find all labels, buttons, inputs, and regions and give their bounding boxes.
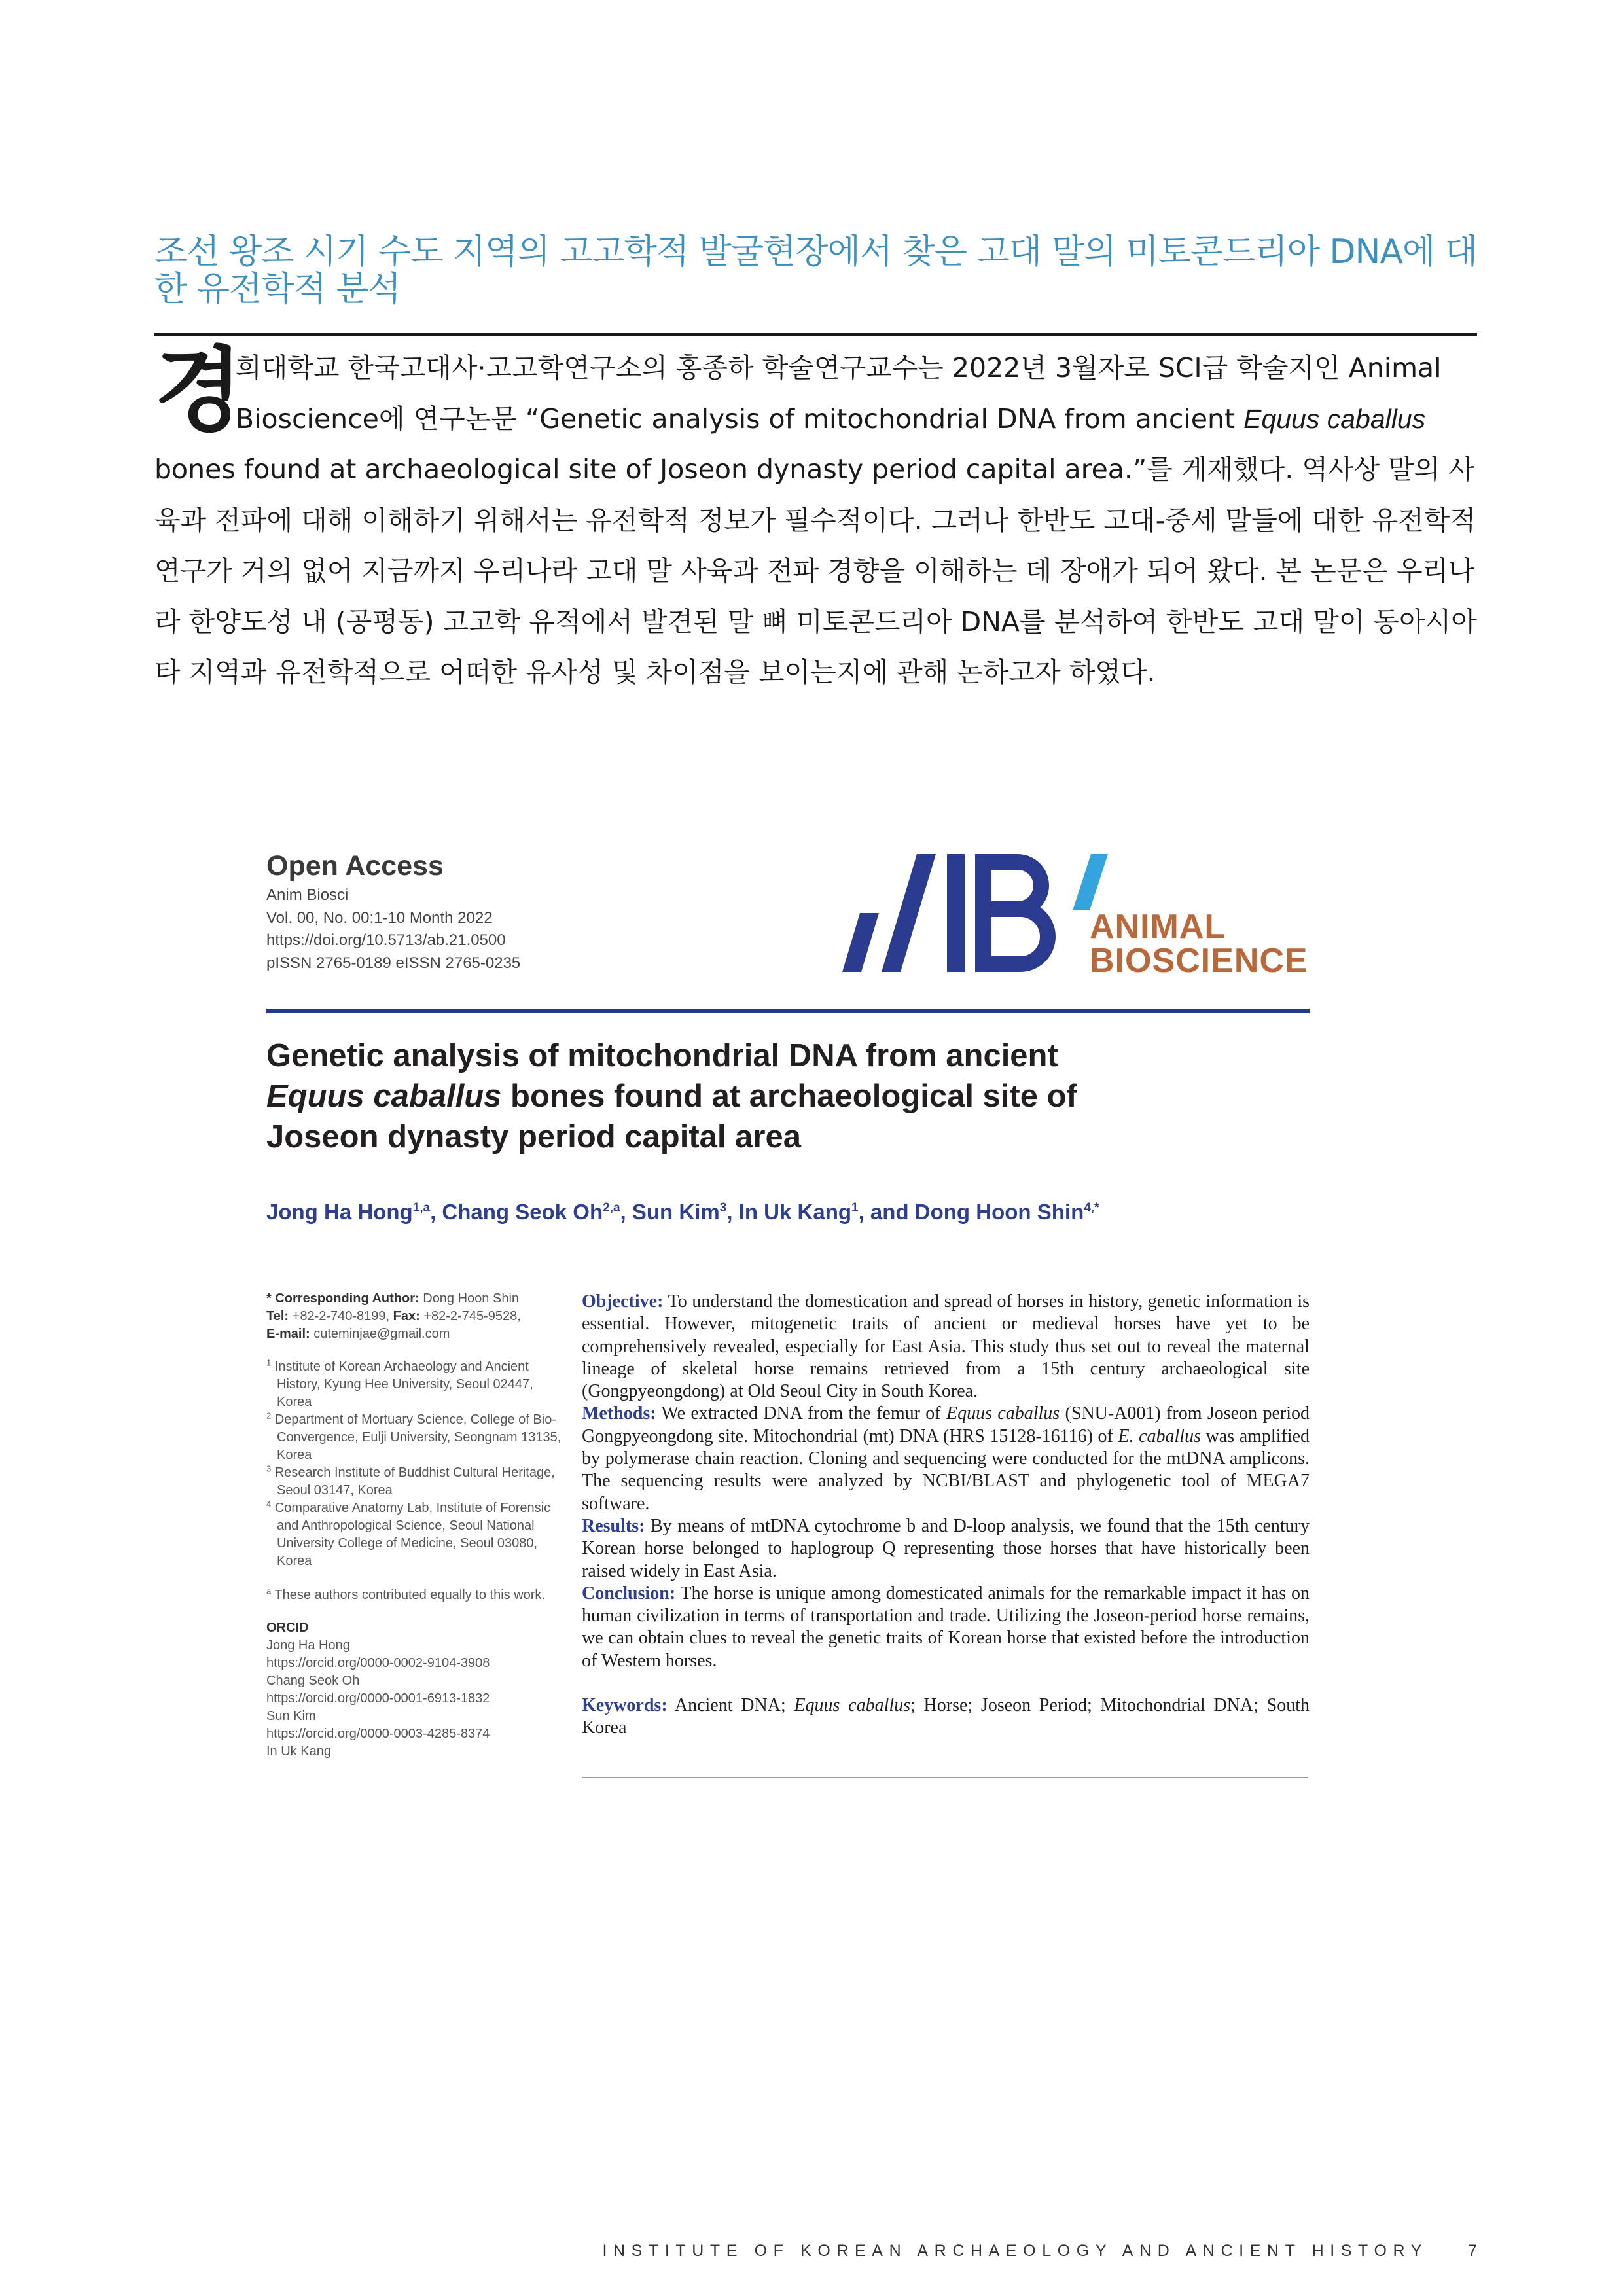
abstract-species: Equus caballus bbox=[946, 1403, 1060, 1424]
body-text-rest: bones found at archaeological site of Joseon dynasty period capital area.”를 게재했다. 역사상 말의 사육과 전파에 대해 이해하기 위해서는 유전학적 정보가 필수적이다. 그러나 한반도 고대-중세 말들에 대한 유전학적 연구가 거의 없어 지금까지 우리나라 고대 말 사육과 전파 경향을 이해하는 데 장애가 되어 왔다. 본 논문은 우리나라 한양도성 내 (공평동) 고고학 유적에서 발견된 말 뼈 미토콘드리아 DNA를 분석하여 한반도 고대 말이 동아시아 타 지역과 유전학적으로 어떠한 유사성 및 차이점을 보이는지에 관해 논하고자 하였다. bbox=[154, 454, 1477, 688]
spacer bbox=[266, 1604, 567, 1619]
abstract-text: We extracted DNA from the femur of bbox=[656, 1403, 946, 1424]
author-name: Jong Ha Hong bbox=[266, 1200, 413, 1224]
journal-meta bbox=[266, 884, 520, 975]
paper-header-rule bbox=[266, 1009, 1310, 1013]
orcid-name: Jong Ha Hong bbox=[266, 1638, 350, 1653]
logo-short-slash bbox=[842, 913, 879, 972]
affiliation-text: Institute of Korean Archaeology and Ancient History, Kyung Hee University, Seoul 02447, Korea bbox=[271, 1359, 533, 1409]
author-separator: , and bbox=[858, 1200, 915, 1224]
abstract-results bbox=[582, 1515, 1310, 1583]
abstract-conclusion bbox=[582, 1583, 1310, 1672]
equal-contribution-note bbox=[266, 1587, 567, 1604]
logo-tall-slash bbox=[882, 854, 936, 972]
journal-volume: Vol. 00, No. 00:1-10 Month 2022 bbox=[266, 908, 493, 927]
orcid-url: https://orcid.org/0000-0003-4285-8374 bbox=[266, 1727, 490, 1741]
affiliation-item bbox=[266, 1358, 567, 1411]
logo-blue-slash bbox=[1073, 854, 1108, 910]
author-name: In Uk Kang bbox=[738, 1200, 852, 1224]
email-value: cuteminjae@gmail.com bbox=[310, 1327, 450, 1341]
page-number: 7 bbox=[1468, 2242, 1477, 2260]
equal-contribution-text: These authors contributed equally to this work. bbox=[271, 1588, 545, 1602]
abstract-text: By means of mtDNA cytochrome b and D-loop analysis, we found that the 15th century Korean horse belonged to haplogroup Q representing those horses that have historically been raised widely in East Asia. bbox=[582, 1515, 1310, 1581]
spacer bbox=[266, 1570, 567, 1587]
animal-bioscience-logo bbox=[829, 844, 1313, 982]
body-text-species: Equus caballus bbox=[1243, 403, 1426, 434]
title-divider bbox=[154, 333, 1477, 336]
affiliation-text: Department of Mortuary Science, College of Bio-Convergence, Eulji University, Seongnam 13135, Korea bbox=[271, 1412, 562, 1462]
paper-title-rest: bones found at archaeological site of Joseon dynasty period capital area bbox=[266, 1079, 1077, 1155]
affiliation-number: 1 bbox=[266, 1357, 272, 1368]
author-name: Dong Hoon Shin bbox=[914, 1200, 1084, 1224]
keywords-label: Keywords: bbox=[582, 1695, 668, 1716]
paper-authors bbox=[266, 1199, 1099, 1225]
abstract-text: (SNU-A001) from Joseon period Gongpyeongdong site. Mitochondrial (mt) DNA (HRS 15128-16116) of bbox=[582, 1403, 1310, 1446]
body-text-lead: 희대학교 한국고대사·고고학연구소의 홍종하 학술연구교수는 2022년 3월자로 SCI급 학술지인 Animal Bioscience에 연구논문 “Genetic analysis of mitochondrial DNA from ancient bbox=[236, 352, 1442, 435]
abstract-species: E. caballus bbox=[1118, 1426, 1201, 1446]
affiliation-text: Research Institute of Buddhist Cultural Heritage, Seoul 03147, Korea bbox=[271, 1465, 555, 1498]
abstract-text: was amplified by polymerase chain reaction. Cloning and sequencing were conducted for the mtDNA amplicons. The sequencing results were analyzed by NCBI/BLAST and phylogenetic tool of MEGA7 software. bbox=[582, 1426, 1310, 1514]
affiliation-item bbox=[266, 1499, 567, 1570]
author-affiliation-mark: 1,a bbox=[412, 1201, 431, 1215]
article-info-column bbox=[266, 1290, 567, 1761]
drop-cap: 경 bbox=[154, 338, 243, 444]
article-body bbox=[154, 338, 1477, 698]
author-separator: , bbox=[726, 1200, 739, 1224]
orcid-name: In Uk Kang bbox=[266, 1744, 331, 1759]
fax-value: +82-2-745-9528, bbox=[419, 1309, 521, 1323]
abstract-keywords bbox=[582, 1695, 1310, 1740]
tel-label: Tel: bbox=[266, 1309, 289, 1323]
contact-phone-line bbox=[266, 1308, 567, 1325]
abstract-bottom-rule bbox=[582, 1777, 1308, 1778]
contact-email-line bbox=[266, 1325, 567, 1343]
paper-first-page-image bbox=[266, 844, 1313, 1787]
orcid-heading bbox=[266, 1619, 567, 1637]
abstract-label: Results: bbox=[582, 1515, 645, 1536]
affiliation-number: 2 bbox=[266, 1410, 272, 1421]
affiliation-text: Comparative Anatomy Lab, Institute of Forensic and Anthropological Science, Seoul National University College of Medicine, Seoul 03080, Korea bbox=[271, 1501, 551, 1568]
abstract-text: The horse is unique among domesticated animals for the remarkable impact it has on human civilization in terms of transportation and trade. Utilizing the Joseon-period horse remains, we can obtain clues to reveal the genetic traits of Korean horse that existed before the introduction of Western horses. bbox=[582, 1583, 1310, 1671]
corresponding-author-line bbox=[266, 1290, 567, 1308]
abstract-objective bbox=[582, 1291, 1310, 1403]
footer-institute-name: INSTITUTE OF KOREAN ARCHAEOLOGY AND ANCIENT HISTORY bbox=[602, 2242, 1428, 2260]
equal-contribution-mark: a bbox=[266, 1586, 272, 1596]
orcid-label: ORCID bbox=[266, 1621, 309, 1635]
logo-vertical-bar bbox=[947, 854, 965, 972]
journal-issn: pISSN 2765-0189 eISSN 2765-0235 bbox=[266, 954, 521, 972]
orcid-name: Sun Kim bbox=[266, 1709, 316, 1723]
author-affiliation-mark: 3 bbox=[719, 1201, 727, 1215]
journal-doi: https://doi.org/10.5713/ab.21.0500 bbox=[266, 931, 506, 949]
open-access-label: Open Access bbox=[266, 850, 444, 882]
logo-word-animal: ANIMAL bbox=[1090, 908, 1226, 946]
abstract-methods bbox=[582, 1403, 1310, 1515]
author-name: Sun Kim bbox=[632, 1200, 720, 1224]
author-affiliation-mark: 4,* bbox=[1084, 1201, 1099, 1215]
orcid-url: https://orcid.org/0000-0001-6913-1832 bbox=[266, 1691, 490, 1706]
corresponding-author-label: * Corresponding Author: bbox=[266, 1291, 419, 1306]
author-separator: , bbox=[620, 1200, 632, 1224]
fax-label: Fax: bbox=[393, 1309, 420, 1323]
email-label: E-mail: bbox=[266, 1327, 310, 1341]
author-affiliation-mark: 2,a bbox=[603, 1201, 620, 1215]
abstract-label: Methods: bbox=[582, 1403, 656, 1424]
logo-word-bioscience: BIOSCIENCE bbox=[1090, 942, 1308, 980]
affiliation-item bbox=[266, 1411, 567, 1464]
paper-title-species: Equus caballus bbox=[266, 1079, 502, 1114]
journal-abbrev: Anim Biosci bbox=[266, 886, 349, 904]
affiliation-item bbox=[266, 1464, 567, 1499]
paper-title bbox=[266, 1035, 1137, 1157]
orcid-url: https://orcid.org/0000-0002-9104-3908 bbox=[266, 1656, 490, 1670]
keywords-text: Ancient DNA; bbox=[667, 1695, 794, 1716]
abstract-column bbox=[582, 1291, 1310, 1740]
affiliation-number: 4 bbox=[266, 1499, 272, 1509]
author-affiliation-mark: 1 bbox=[851, 1201, 859, 1215]
abstract-label: Objective: bbox=[582, 1291, 664, 1312]
abstract-text: To understand the domestication and spread of horses in history, genetic information is essential. However, mitogenetic traits of ancient or medieval horses have yet to be comprehensively revealed, especially for East Asia. This study thus set out to reveal the maternal lineage of skeletal horse remains retrieved from a 15th century archaeological site (Gongpyeongdong) at Old Seoul City in South Korea. bbox=[582, 1291, 1310, 1402]
paper-title-lead: Genetic analysis of mitochondrial DNA from ancient bbox=[266, 1038, 1058, 1073]
author-name: Chang Seok Oh bbox=[442, 1200, 603, 1224]
keywords-species: Equus caballus bbox=[794, 1695, 911, 1716]
abstract-label: Conclusion: bbox=[582, 1583, 676, 1604]
spacer bbox=[266, 1343, 567, 1358]
orcid-name: Chang Seok Oh bbox=[266, 1674, 360, 1688]
tel-value: +82-2-740-8199, bbox=[289, 1309, 393, 1323]
author-separator: , bbox=[430, 1200, 442, 1224]
affiliation-number: 3 bbox=[266, 1463, 272, 1474]
corresponding-author-name: Dong Hoon Shin bbox=[419, 1291, 520, 1306]
keywords-text: ; Horse; Joseon Period; Mitochondrial DNA; South Korea bbox=[582, 1695, 1310, 1738]
article-title: 조선 왕조 시기 수도 지역의 고고학적 발굴현장에서 찾은 고대 말의 미토콘드리아 DNA에 대한 유전학적 분석 bbox=[154, 232, 1477, 309]
logo-b-bowls bbox=[984, 862, 1048, 964]
